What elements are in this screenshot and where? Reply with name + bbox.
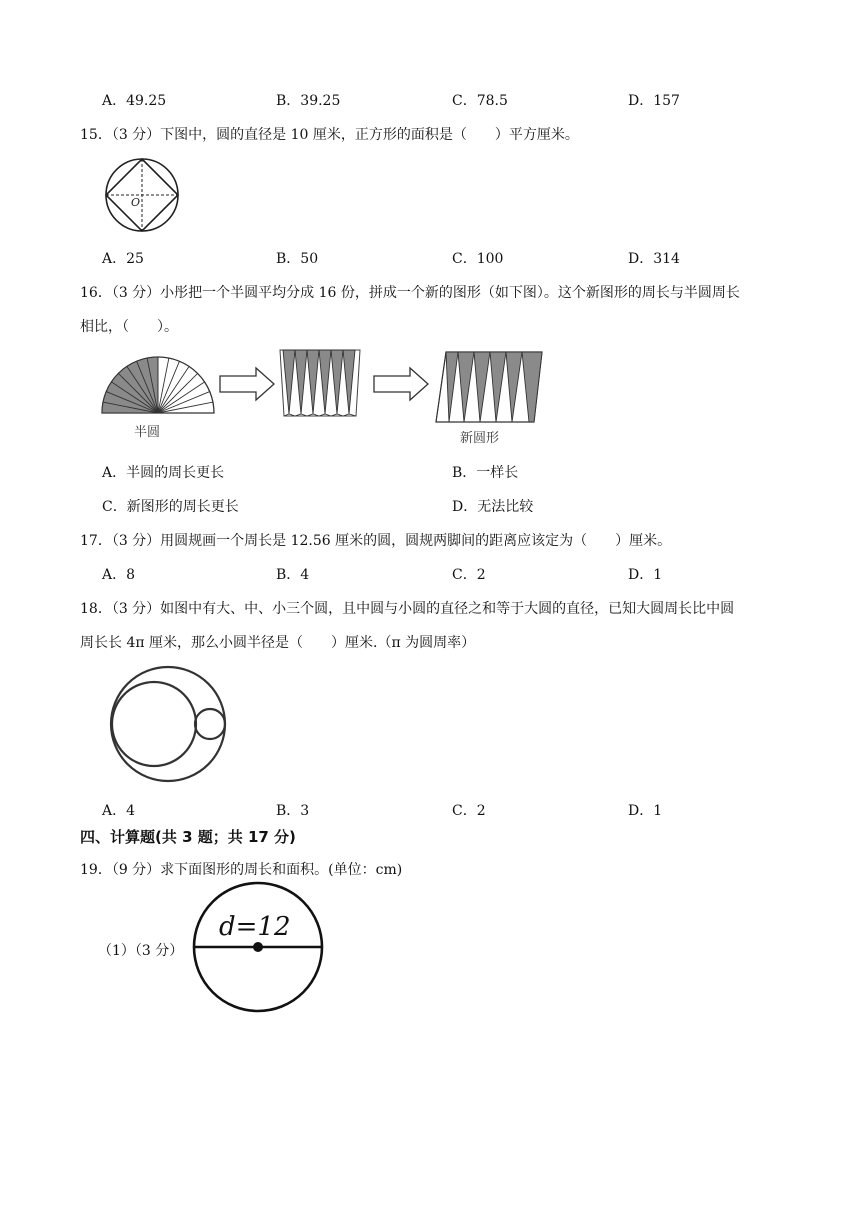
q15-stem: 15．（3 分）下图中，圆的直径是 10 厘米，正方形的面积是（ ）平方厘米。 [80, 127, 579, 143]
q15-option-d: D．314 [628, 251, 680, 267]
q14-option-a: A．49.25 [102, 93, 167, 109]
q16-middle-shape [280, 350, 360, 416]
q18-three-circles-figure [106, 664, 230, 784]
q17-option-c: C．2 [452, 567, 486, 583]
q19-center-dot [253, 942, 263, 952]
q15-center-label: O [131, 196, 141, 209]
q14-options [0, 90, 860, 112]
q18-stem-line2: 周长长 4π 厘米，那么小圆半径是（ ）厘米.（π 为圆周率） [80, 635, 476, 651]
q17-option-b: B．4 [276, 567, 310, 583]
q19-stem: 19．（9 分）求下面图形的周长和面积。(单位：cm) [80, 862, 403, 878]
q17-options [0, 564, 860, 586]
q15-option-c: C．100 [452, 251, 504, 267]
q18-options [0, 800, 860, 822]
q16-option-b: B．一样长 [452, 465, 519, 481]
q18-option-a: A．4 [102, 803, 136, 819]
q18-medium-circle [112, 682, 196, 766]
q16-stem-line1: 16．（3 分）小彤把一个半圆平均分成 16 份，拼成一个新的图形（如下图）。这个新图形的周长与半圆周长 [80, 285, 740, 301]
q15-circle-square-figure [96, 155, 188, 235]
q16-stem-line2: 相比，（ ）。 [80, 319, 178, 335]
q16-semicircle-rearrange-figure [98, 346, 548, 450]
q16-arrow-1 [220, 368, 274, 400]
q18-option-b: B．3 [276, 803, 310, 819]
q14-option-b: B．39.25 [276, 93, 341, 109]
q18-option-c: C．2 [452, 803, 486, 819]
q17-option-a: A．8 [102, 567, 136, 583]
q17-option-d: D．1 [628, 567, 663, 583]
q16-new-shape [436, 352, 542, 422]
q16-options-row1 [0, 462, 860, 484]
q16-label-new-shape: 新圆形 [460, 431, 500, 446]
q16-semicircle [102, 357, 214, 413]
q18-stem-line1: 18．（3 分）如图中有大、中、小三个圆，且中圆与小圆的直径之和等于大圆的直径，已知大圆周长比中圆 [80, 601, 735, 617]
q19-sub1-label: （1）（3 分） [98, 943, 184, 959]
q14-option-d: D．157 [628, 93, 680, 109]
q18-small-circle [195, 709, 225, 739]
q16-options-row2 [0, 496, 860, 518]
q15-option-b: B．50 [276, 251, 319, 267]
q16-option-a: A．半圆的周长更长 [102, 465, 225, 481]
q16-option-c: C．新图形的周长更长 [102, 499, 239, 515]
q19-circle-figure [190, 880, 330, 1014]
q18-option-d: D．1 [628, 803, 663, 819]
q19-diameter-label: d=12 [219, 912, 291, 942]
q16-arrow-2 [374, 368, 428, 400]
q16-option-d: D．无法比较 [452, 499, 534, 515]
q17-stem: 17．（3 分）用圆规画一个周长是 12.56 厘米的圆，圆规两脚间的距离应该定为（ ）厘米。 [80, 533, 672, 549]
q15-option-a: A．25 [102, 251, 144, 267]
q16-label-semicircle: 半圆 [134, 425, 161, 440]
q14-option-c: C．78.5 [452, 93, 508, 109]
q15-options [0, 248, 860, 270]
section-4-heading: 四、计算题(共 3 题；共 17 分) [80, 828, 296, 846]
